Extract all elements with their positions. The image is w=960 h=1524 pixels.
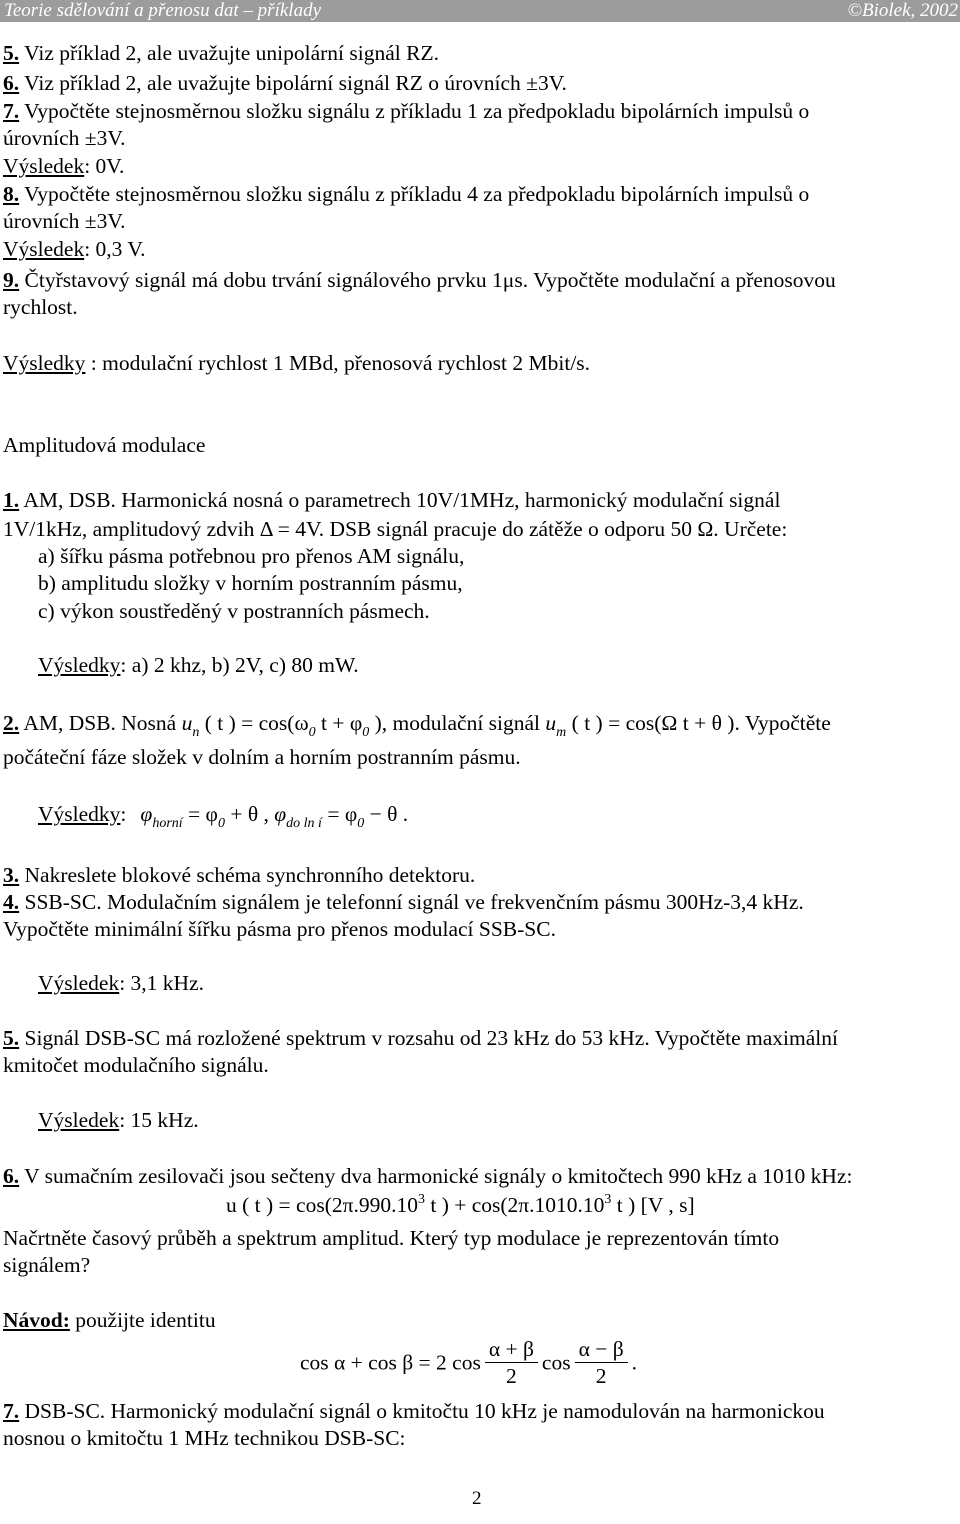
line-text: AM, DSB. Nosná <box>19 711 182 735</box>
problem-6b-cont2: signálem? <box>3 1253 91 1277</box>
formula-part: . <box>631 1350 638 1375</box>
formula-part: cos α + cos β = 2 cos <box>300 1350 481 1375</box>
line-text: . Vypočtěte <box>734 711 831 735</box>
problem-8-line <box>3 181 809 208</box>
line-text: Nakreslete blokové schéma synchronního detektoru. <box>19 863 476 887</box>
problem-number: 2. <box>3 711 20 735</box>
line-text: použijte identitu <box>69 1308 216 1332</box>
result-9 <box>3 350 590 377</box>
result-label: Výsledky <box>3 351 86 375</box>
formula-part: = φ <box>182 802 218 826</box>
formula-part: − θ . <box>364 802 409 826</box>
result-text: : 3,1 kHz. <box>119 971 204 995</box>
carrier-formula <box>181 711 382 740</box>
formula-subscript: n <box>192 725 200 740</box>
problem-4-line <box>3 889 804 916</box>
line-text: V sumačním zesilovači jsou sečteny dva harmonické signály o kmitočtech 990 kHz a 1010 kHz: <box>19 1164 853 1188</box>
line-text: Vypočtěte stejnosměrnou složku signálu z příkladu 1 za předpokladu bipolárních impulsů o <box>19 99 810 123</box>
fraction-denominator: 2 <box>505 1364 517 1388</box>
formula-part: t + φ <box>315 711 363 735</box>
formula-subscript: horní <box>152 816 183 831</box>
problem-9-line <box>3 267 836 294</box>
item-c: c) výkon soustředěný v postranních pásmech. <box>38 599 430 623</box>
section-heading: Amplitudová modulace <box>3 433 206 457</box>
line-text: Viz příklad 2, ale uvažujte bipolární signál RZ o úrovních ±3V. <box>19 71 567 95</box>
problem-2-cont: počáteční fáze složek v dolním a horním postranním pásmu. <box>3 745 521 769</box>
problem-number: 1. <box>3 488 20 512</box>
result-4 <box>38 970 204 997</box>
header-copyright: ©Biolek, 2002 <box>847 0 958 21</box>
formula-part: φ <box>274 802 287 826</box>
formula-part: t ) + cos(2π.1010.10 <box>424 1193 605 1217</box>
result-7 <box>3 153 124 180</box>
problem-8-cont: úrovních ±3V. <box>3 209 126 233</box>
problem-3-line <box>3 862 475 889</box>
formula-exponent: 3 <box>417 1192 425 1207</box>
item-a: a) šířku pásma potřebnou pro přenos AM signálu, <box>38 544 465 568</box>
sum-formula <box>226 1192 695 1222</box>
problem-7b-cont: nosnou o kmitočtu 1 MHz technikou DSB-SC: <box>3 1426 406 1450</box>
result-2 <box>38 801 408 831</box>
problem-5b-cont: kmitočet modulačního signálu. <box>3 1053 269 1077</box>
problem-5b-line <box>3 1025 838 1052</box>
formula-part: φ <box>140 802 153 826</box>
result-8 <box>3 236 146 263</box>
fraction <box>485 1336 538 1389</box>
formula-part: cos <box>541 1350 571 1375</box>
formula-part: + θ , <box>224 802 275 826</box>
line-text: SSB-SC. Modulačním signálem je telefonní signál ve frekvenčním pásmu 300Hz-3,4 kHz. <box>19 890 804 914</box>
formula-subscript: m <box>556 725 567 740</box>
problem-number: 3. <box>3 863 20 887</box>
formula-part: u ( t ) = cos(2π.990.10 <box>226 1193 418 1217</box>
problem-number: 7. <box>3 1399 20 1423</box>
modulating-formula <box>545 711 735 740</box>
formula-part: t ) [V , s] <box>611 1193 695 1217</box>
formula-subscript: 0 <box>357 816 365 831</box>
problem-7b-line <box>3 1398 825 1425</box>
problem-2-line <box>3 710 831 740</box>
result-text: : a) 2 khz, b) 2V, c) 80 mW. <box>120 653 359 677</box>
formula-part: u <box>545 711 557 735</box>
formula-subscript: 0 <box>217 816 225 831</box>
problem-number: 6. <box>3 71 20 95</box>
fraction-numerator: α + β <box>485 1336 538 1363</box>
problem-number: 9. <box>3 268 20 292</box>
problem-7-cont: úrovních ±3V. <box>3 126 126 150</box>
line-text: Signál DSB-SC má rozložené spektrum v rozsahu od 23 kHz do 53 kHz. Vypočtěte maximální <box>19 1026 838 1050</box>
formula-subscript: 0 <box>308 725 316 740</box>
formula-subscript: 0 <box>362 725 370 740</box>
result-label: Výsledky <box>38 653 121 677</box>
problem-6b-line <box>3 1163 852 1190</box>
formula-part: u <box>181 711 193 735</box>
problem-9-cont: rychlost. <box>3 295 78 319</box>
result-text: : 0,3 V. <box>84 237 146 261</box>
problem-number: 6. <box>3 1164 20 1188</box>
problem-number: 4. <box>3 890 20 914</box>
formula-part: ( t ) = cos(Ω t + θ ) <box>566 711 735 735</box>
line-text: DSB-SC. Harmonický modulační signál o kmitočtu 10 kHz je namodulován na harmonickou <box>19 1399 825 1423</box>
page-number: 2 <box>472 1488 482 1509</box>
result-5b <box>38 1107 199 1134</box>
hint-line <box>3 1307 216 1334</box>
phase-formula <box>140 802 409 831</box>
problem-1-cont: 1V/1kHz, amplitudový zdvih Δ = 4V. DSB signál pracuje do zátěže o odporu 50 Ω. Určete: <box>3 517 788 541</box>
page-header <box>0 0 960 22</box>
formula-part: ) <box>369 711 382 735</box>
result-label: Výsledek <box>3 237 85 261</box>
hint-label: Návod: <box>3 1308 70 1332</box>
problem-6b-cont: Načrtněte časový průběh a spektrum amplitud. Který typ modulace je reprezentován tímto <box>3 1226 780 1250</box>
result-1 <box>38 652 359 679</box>
formula-part: = φ <box>321 802 358 826</box>
problem-6-line <box>3 70 567 97</box>
problem-7-line <box>3 98 809 125</box>
problem-number: 7. <box>3 99 20 123</box>
formula-exponent: 3 <box>604 1192 612 1207</box>
fraction <box>575 1336 628 1389</box>
line-text: , modulační signál <box>381 711 546 735</box>
problem-1-line <box>3 487 780 514</box>
fraction-numerator: α − β <box>575 1336 628 1363</box>
line-text: Vypočtěte stejnosměrnou složku signálu z příkladu 4 za předpokladu bipolárních impulsů o <box>19 182 810 206</box>
result-text: : <box>120 802 127 826</box>
problem-4-cont: Vypočtěte minimální šířku pásma pro přenos modulací SSB-SC. <box>3 917 556 941</box>
line-text: Viz příklad 2, ale uvažujte unipolární signál RZ. <box>19 41 439 65</box>
formula-part: ( t ) = cos(ω <box>199 711 309 735</box>
result-label: Výsledek <box>38 971 120 995</box>
result-label: Výsledek <box>38 1108 120 1132</box>
problem-number: 8. <box>3 182 20 206</box>
line-text: AM, DSB. Harmonická nosná o parametrech 10V/1MHz, harmonický modulační signál <box>19 488 781 512</box>
header-title: Teorie sdělování a přenosu dat – příklady <box>4 0 321 21</box>
problem-number: 5. <box>3 41 20 65</box>
result-label: Výsledky <box>38 802 121 826</box>
line-text: Čtyřstavový signál má dobu trvání signálového prvku 1μs. Vypočtěte modulační a přenosovou <box>19 268 836 292</box>
formula-subscript: do ln í <box>286 816 322 831</box>
problem-number: 5. <box>3 1026 20 1050</box>
problem-5-line <box>3 40 439 67</box>
item-b: b) amplitudu složky v horním postranním pásmu, <box>38 571 463 595</box>
result-text: : modulační rychlost 1 MBd, přenosová rychlost 2 Mbit/s. <box>85 351 591 375</box>
result-text: : 15 kHz. <box>119 1108 199 1132</box>
fraction-denominator: 2 <box>595 1364 607 1388</box>
result-text: : 0V. <box>84 154 125 178</box>
result-label: Výsledek <box>3 154 85 178</box>
identity-formula <box>300 1336 637 1389</box>
